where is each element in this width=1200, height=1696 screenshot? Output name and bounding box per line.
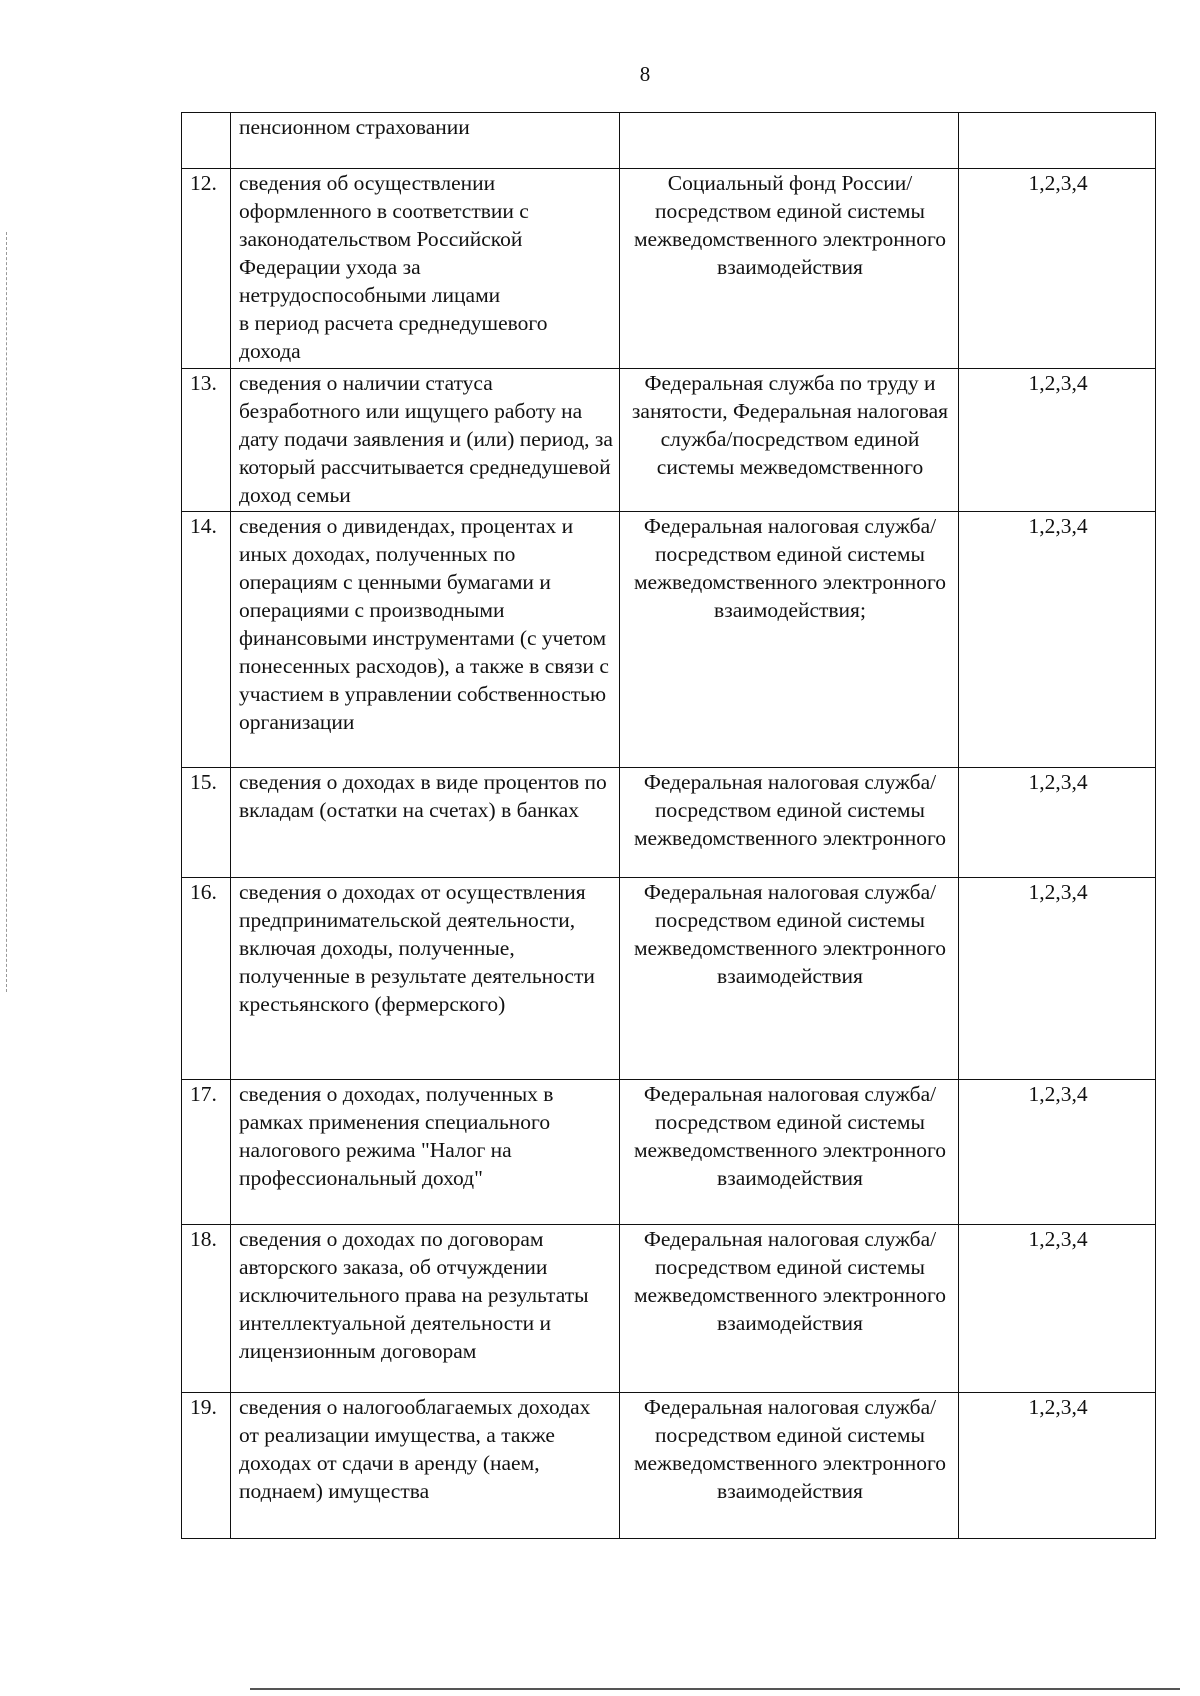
source-text: Федеральная налоговая служба/посредством единой системы межведомственного электронного [633,770,947,850]
stages-cell: 1,2,3,4 [959,369,1156,512]
scan-edge-mark [6,232,7,992]
source-cell: Социальный фонд России/посредством единой системы межведомственного электронного взаимодействия [620,169,959,369]
table-row [182,878,1156,1080]
row-number: 14. [182,512,231,768]
source-cell [620,768,959,878]
stages-cell [959,113,1156,169]
source-cell [620,113,959,169]
info-cell: сведения о доходах по договорам авторского заказа, об отчуждении исключительного права на результаты интеллектуальной деятельности и лицензионным договорам [231,1225,620,1393]
info-cell: сведения о дивидендах, процентах и иных доходах, полученных по операциям с ценными бумагами и операциями с производными финансовыми инструментами (с учетом понесенных расходов), а также в связи с участием в управлении собственностью организации [231,512,620,768]
source-cell: Федеральная налоговая служба/посредством единой системы межведомственного электронного взаимодействия [620,1393,959,1539]
source-text: Федеральная служба по труду и занятости, Федеральная налоговая служба/посредством единой системы межведомственного [631,371,949,479]
stages-cell: 1,2,3,4 [959,768,1156,878]
row-number: 17. [182,1080,231,1225]
info-cell: сведения об осуществлении оформленного в соответствии с законодательством Российской Федерации ухода за нетрудоспособными лицами в период расчета среднедушевого дохода [231,169,620,369]
row-number: 13. [182,369,231,512]
source-cell: Федеральная налоговая служба/посредством единой системы межведомственного электронного взаимодействия [620,1080,959,1225]
stages-cell: 1,2,3,4 [959,1225,1156,1393]
row-number: 12. [182,169,231,369]
source-cell: Федеральная налоговая служба/посредством единой системы межведомственного электронного взаимодействия; [620,512,959,768]
row-number: 15. [182,768,231,878]
source-cell: Федеральная налоговая служба/посредством единой системы межведомственного электронного взаимодействия [620,878,959,1080]
info-cell: сведения о наличии статуса безработного или ищущего работу на дату подачи заявления и (или) период, за который рассчитывается среднедушевой доход семьи [231,369,620,512]
table-row [182,512,1156,768]
info-cell [231,878,620,1080]
row-number: 16. [182,878,231,1080]
table-row [182,768,1156,878]
table-row [182,369,1156,512]
info-text: сведения о доходах от осуществления предпринимательской деятельности, включая доходы, полученные, полученные в результате деятельности крестьянского (фермерского) [239,880,595,1016]
documents-table [181,112,1156,1539]
stages-cell: 1,2,3,4 [959,1393,1156,1539]
row-number: 18. [182,1225,231,1393]
stages-cell: 1,2,3,4 [959,878,1156,1080]
page-number: 8 [639,62,651,86]
table-row [182,169,1156,369]
info-cell: пенсионном страховании [231,113,620,169]
table-row [182,113,1156,169]
row-number [182,113,231,169]
row-number: 19. [182,1393,231,1539]
stages-cell: 1,2,3,4 [959,169,1156,369]
table-row [182,1393,1156,1539]
info-cell: сведения о доходах в виде процентов по вкладам (остатки на счетах) в банках [231,768,620,878]
source-cell: Федеральная налоговая служба/посредством единой системы межведомственного электронного взаимодействия [620,1225,959,1393]
table-row [182,1225,1156,1393]
footer-line [250,1688,1180,1690]
stages-cell: 1,2,3,4 [959,512,1156,768]
stages-cell: 1,2,3,4 [959,1080,1156,1225]
source-cell [620,369,959,512]
info-cell: сведения о доходах, полученных в рамках применения специального налогового режима "Налог на профессиональный доход" [231,1080,620,1225]
table-row [182,1080,1156,1225]
info-cell: сведения о налогооблагаемых доходах от реализации имущества, а также доходах от сдачи в аренду (наем, поднаем) имущества [231,1393,620,1539]
